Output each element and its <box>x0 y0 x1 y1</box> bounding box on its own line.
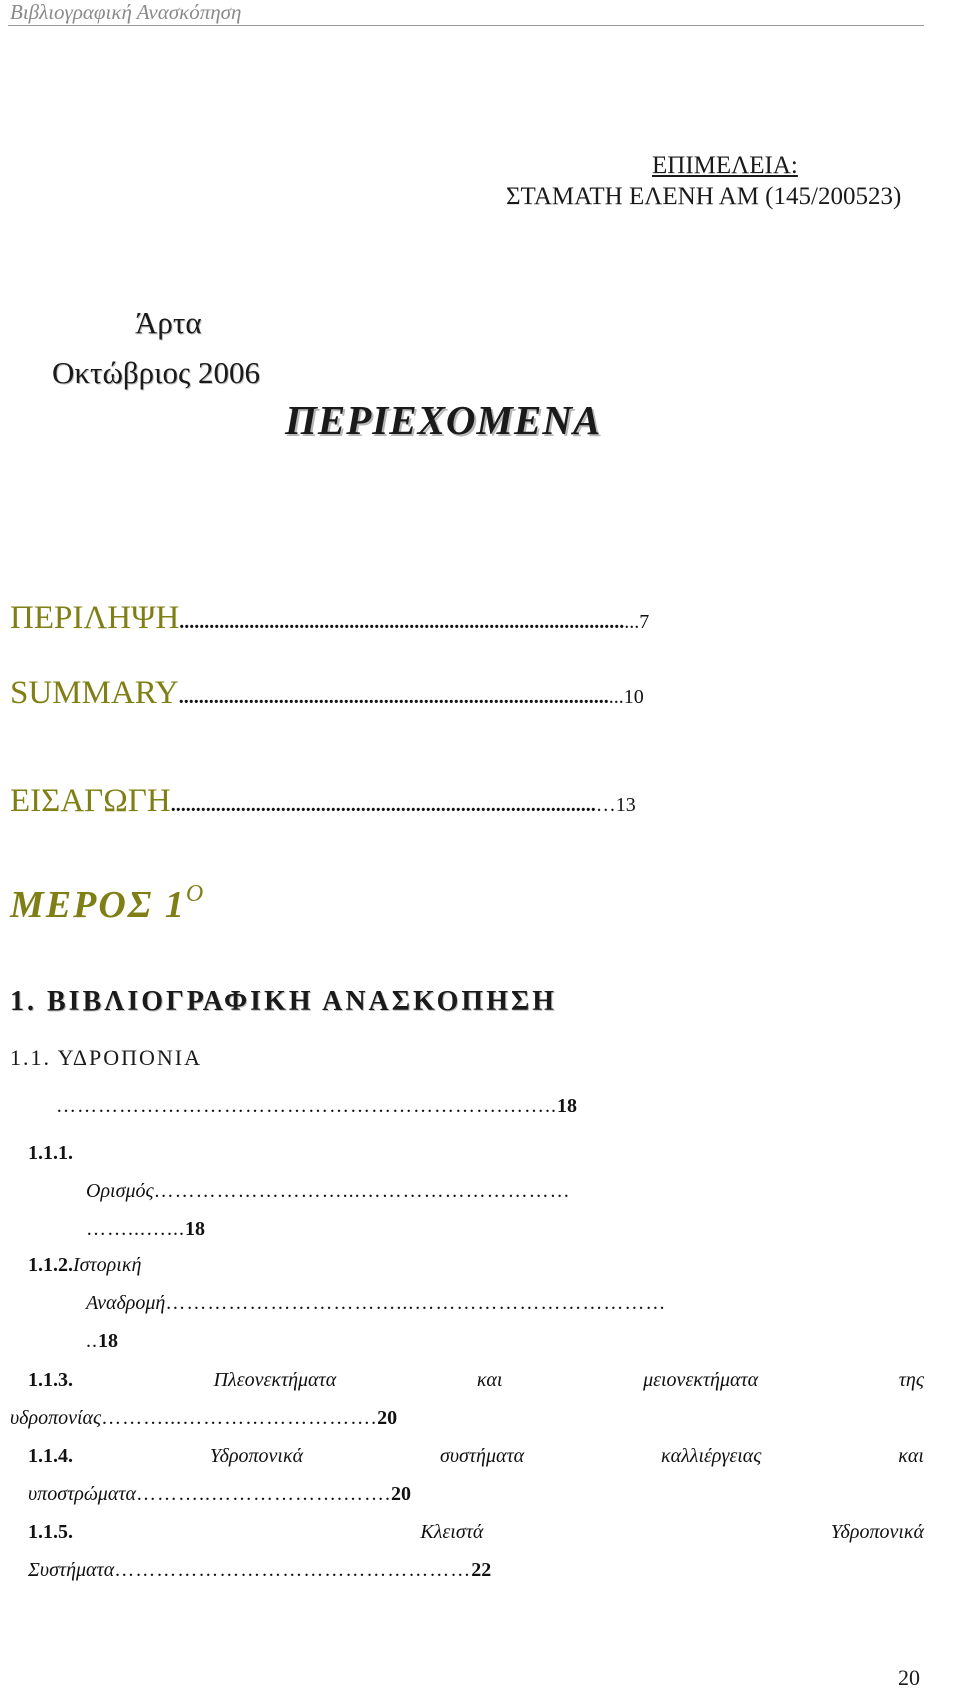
subsection-title-continued: υδροπονίας <box>10 1407 102 1429</box>
subsection-number: 1.1.4. <box>28 1445 73 1467</box>
subsection-number: 1.1.1. <box>28 1142 73 1164</box>
toc-heading: ΠΕΡΙΕΧΟΜΕΝΑ <box>285 397 602 443</box>
subsection-page-row <box>86 1330 118 1353</box>
credits-label: ΕΠΙΜΕΛΕΙΑ: <box>652 152 798 179</box>
toc-page: ...10 <box>608 686 644 708</box>
subsection-number: 1.1.5. <box>28 1521 73 1543</box>
subsection-title-word: Υδροπονικά <box>830 1521 924 1543</box>
subsection-title-word: μειονεκτήματα <box>643 1369 759 1391</box>
toc-leader: ………...………………………. <box>101 1407 378 1429</box>
subsection-page-row <box>10 1407 397 1430</box>
header-divider <box>8 25 924 26</box>
running-header: Βιβλιογραφική Ανασκόπηση <box>10 0 242 24</box>
subsection-page-row <box>28 1559 491 1582</box>
part-title-superscript: Ο <box>185 881 204 907</box>
toc-leader: ...................................................................................... <box>178 686 609 708</box>
toc-leader: ..................................................................................... <box>170 794 596 816</box>
subsection-number: 1.1.2. <box>28 1254 73 1276</box>
toc-leader: ......................................................................................... <box>179 611 625 633</box>
section-leader-row <box>56 1095 577 1118</box>
toc-page: 18 <box>185 1218 205 1240</box>
subsection-title-row[interactable] <box>86 1292 666 1315</box>
subsection-title-word: και <box>476 1369 503 1391</box>
toc-page: …13 <box>595 794 636 816</box>
toc-entry-title: ΠΕΡΙΛΗΨΗ <box>10 600 180 636</box>
subsection-title: Ορισμός <box>86 1180 154 1202</box>
credits-name: ΣΤΑΜΑΤΗ ΕΛΕΝΗ ΑΜ (145/200523) <box>506 183 902 210</box>
toc-leader: ……………………………...……………………………… <box>165 1292 667 1314</box>
subsection-page-row <box>28 1483 411 1506</box>
subsection-title-word: της <box>898 1369 924 1391</box>
subsection-title-word: συστήματα <box>439 1445 525 1467</box>
page-number: 20 <box>898 1665 920 1690</box>
place: Άρτα <box>135 305 202 340</box>
toc-page: 20 <box>390 1483 411 1505</box>
section-heading[interactable]: 1.1. ΥΔΡΟΠΟΝΙΑ <box>10 1045 202 1070</box>
subsection-title-row[interactable] <box>86 1180 571 1203</box>
subsection-page-row <box>86 1218 205 1241</box>
subsection-heading-row[interactable] <box>28 1445 924 1468</box>
subsection-title-word: Πλεονεκτήματα <box>213 1369 337 1391</box>
toc-page: 22 <box>471 1559 492 1581</box>
toc-entry-summary-gr[interactable] <box>10 600 649 637</box>
toc-page: 18 <box>98 1330 118 1352</box>
subsection-title-word: Κλειστά <box>420 1521 484 1543</box>
part-title <box>10 881 203 927</box>
toc-leader: ………………………...………………………… <box>153 1180 571 1202</box>
toc-page: 18 <box>557 1095 577 1117</box>
subsection-title-word: καλλιέργειας <box>661 1445 762 1467</box>
subsection-number: 1.1.3. <box>28 1369 73 1391</box>
subsection-heading-row[interactable] <box>28 1254 141 1277</box>
part-title-text: ΜΕΡΟΣ 1 <box>10 884 186 926</box>
subsection-title-word: Υδροπονικά <box>209 1445 304 1467</box>
subsection-title: Ιστορική <box>73 1254 142 1276</box>
toc-leader: …………………………………………… <box>114 1559 472 1581</box>
subsection-title-word: και <box>898 1445 924 1467</box>
subsection-title-continued: Αναδρομή <box>86 1292 166 1314</box>
subsection-heading-row[interactable] <box>28 1369 924 1392</box>
toc-leader: ………..……………….……. <box>135 1483 391 1505</box>
toc-entry-title: ΕΙΣΑΓΩΓΗ <box>10 783 171 819</box>
date: Οκτώβριος 2006 <box>52 355 260 390</box>
toc-page: ...7 <box>624 611 650 633</box>
subsection-title-continued: Συστήματα <box>28 1559 115 1581</box>
chapter-heading[interactable]: 1. ΒΙΒΛΙΟΓΡΑΦΙΚΗ ΑΝΑΣΚΟΠΗΣΗ <box>10 986 558 1017</box>
toc-leader: ……...…... <box>86 1218 185 1240</box>
subsection-heading-row[interactable] <box>28 1521 924 1544</box>
subsection-title-continued: υποστρώματα <box>28 1483 136 1505</box>
toc-entry-summary-en[interactable] <box>10 675 644 712</box>
toc-leader: .. <box>86 1330 98 1352</box>
toc-leader: ……………………………………………………….…….. <box>56 1095 557 1117</box>
toc-page: 20 <box>377 1407 398 1429</box>
toc-entry-title: SUMMARY <box>10 675 179 711</box>
toc-entry-introduction[interactable] <box>10 783 636 820</box>
